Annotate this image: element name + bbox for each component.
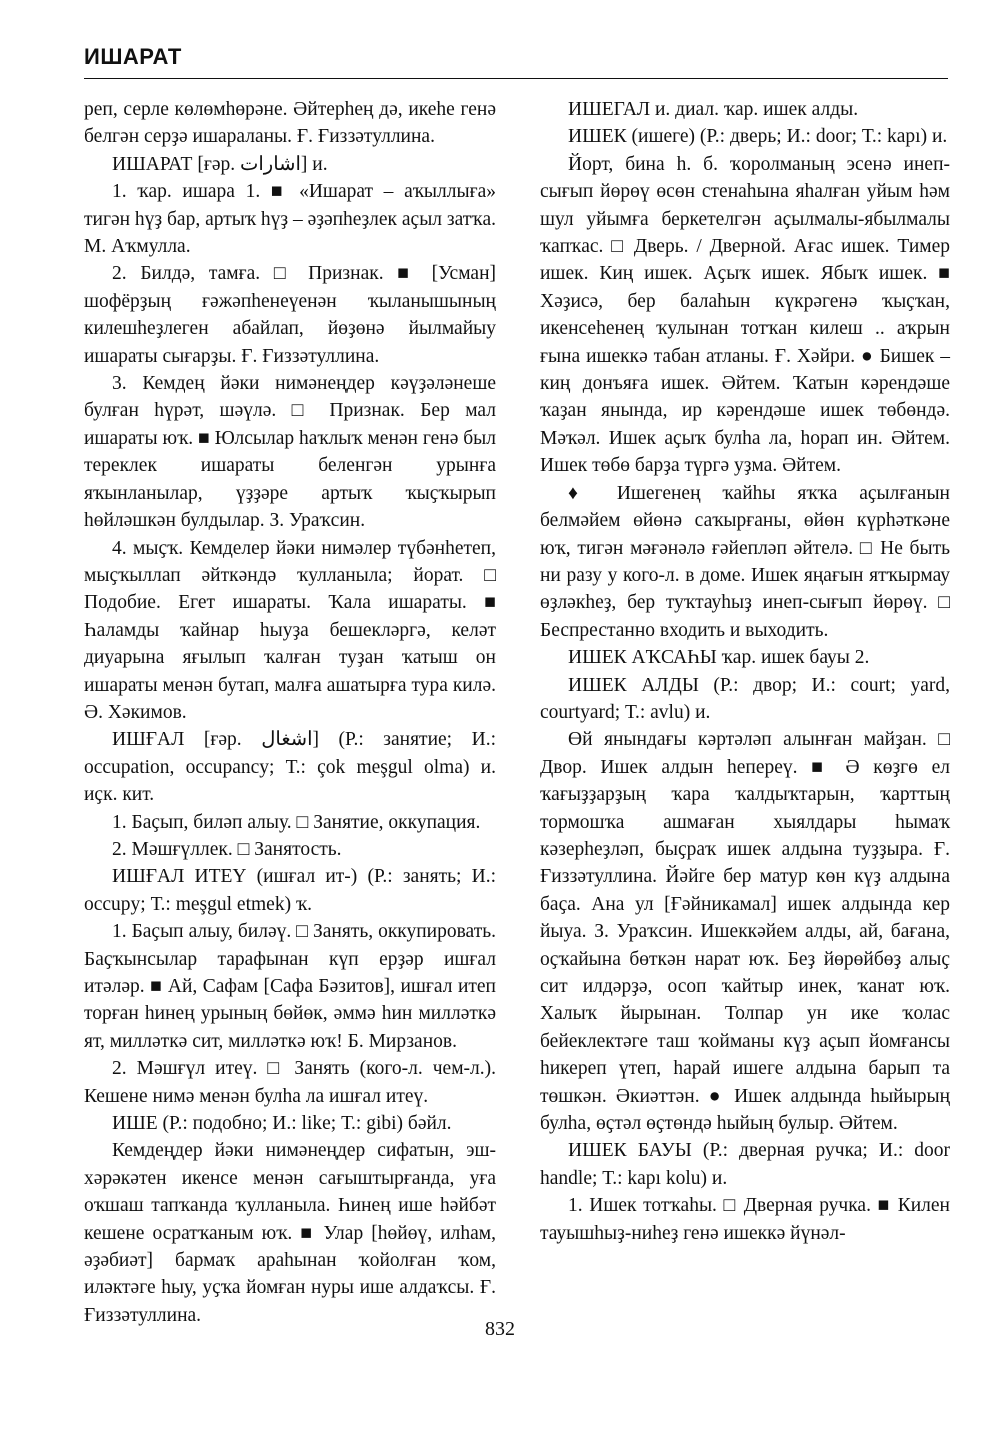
dictionary-paragraph: 1. ҡар. ишара 1. ■ «Ишарат – аҡыллыға» тигән һүҙ бар, артыҡ һүҙ – әҙәпһеҙлек аҫыл затҡа. М. Аҡмулла. <box>84 181 496 258</box>
right-column <box>540 96 950 1247</box>
dictionary-paragraph: Йорт, бина һ. б. ҡоролманың эсенә инеп-сығып йөрөү өсөн стенаһына яһалған уйым һәм шул уйымға беркетелгән аҫылмалы-ябылмалы ҡапҡас. □ Дверь. / Дверной. Ағас ишек. Тимер ишек. Киң ишек. Аҫыҡ ишек. Ябыҡ ишек. ■ Хәҙисә, бер балаһын күкрәгенә ҡыҫҡан, икенсеһенең ҡулынан тотҡан килеш .. аҡрын ғына ишеккә табан атланы. Ғ. Хәйри. ● Бишек – киң донъяға ишек. Әйтем. Ҡатын кәрендәше ҡаҙан янында, ир кәрендәше ишек төбөндә. Мәҡәл. Ишек аҫыҡ булһа ла, һорап ин. Әйтем. Ишек төбө барҙа түргә уҙма. Әйтем. <box>540 153 950 477</box>
dictionary-paragraph: реп, серле көлөмһөрәне. Әйтерһең дә, икеһе генә белгән серҙә ишараланы. Ғ. Ғиззәтуллина. <box>84 99 496 148</box>
dictionary-paragraph: 2. Мәшғүл итеү. □ Занять (кого-л. чем-л.). Кешене нимә менән булһа ла ишғал итеү. <box>84 1058 496 1107</box>
dictionary-paragraph: 3. Кемдең йәки нимәнеңдер кәүҙәләнеше булған һүрәт, шәүлә. □ Признак. Бер мал ишараты юҡ. ■ Юлсылар һаҡлыҡ менән генә был тереклек ишараты беленгән урынға яҡынланылар, үҙҙәре артыҡ ҡыҫҡырып һөйләшкән булдылар. З. Ураҡсин. <box>84 373 496 532</box>
dictionary-paragraph: ИШЕК БАУЫ (Р.: дверная ручка; И.: door handle; Т.: kapı kolu) и. <box>540 1140 950 1189</box>
dictionary-paragraph: ИШЕК АЛДЫ (Р.: двор; И.: court; yard, courtyard; Т.: avlu) и. <box>540 674 950 723</box>
dictionary-paragraph: 2. Билдә, тамға. □ Признак. ■ [Усман] шофёрҙың ғәжәпһенеүенән ҡыланышының килешһеҙлеген абайлап, йөҙөнә йылмайыу ишараты сығарҙы. Ғ. Ғиззәтуллина. <box>84 263 496 367</box>
dictionary-paragraph: ИШҒАЛ ИТЕҮ (ишғал ит-) (Р.: занять; И.: occupy; Т.: meşgul etmek) ҡ. <box>84 866 496 915</box>
page-number: 832 <box>485 1318 515 1340</box>
dictionary-paragraph: 2. Мәшғүллек. □ Занятость. <box>112 838 342 860</box>
dictionary-paragraph: ♦ Ишегенең ҡайһы яҡҡа аҫылғанын белмәйем өйөнә саҡырғаны, өйөн күрһәткәне юҡ, тигән мәғәнәлә ғәйепләп әйтелә. □ Не быть ни разу у кого-л. в доме. Ишек яңағын ятҡырмау өҙләкһеҙ, бер туҡтауһыҙ инеп-сығып йөрөү. □ Беспрестанно входить и выходить. <box>540 482 950 641</box>
dictionary-paragraph: 1. Баҫып алыу, биләү. □ Занять, оккупировать. Баҫҡынсылар тарафынан күп ерҙәр ишғал итәләр. ■ Ай, Сафам [Сафа Бәзитов], ишғал итеп торған һинең урының бөйөк, әммә һин милләткә ят, милләткә сит, милләткә юҡ! Б. Мирзанов. <box>84 921 496 1052</box>
dictionary-paragraph: 1. Баҫып, биләп алыу. □ Занятие, оккупация. <box>112 811 481 833</box>
dictionary-paragraph: ИШЕК АҠСАҺЫ ҡар. ишек бауы 2. <box>568 647 870 669</box>
dictionary-paragraph: Кемдеңдер йәки нимәнеңдер сифатын, эш-хәрәкәтен икенсе менән сағыштырғанда, уға оҡшаш тапҡанда ҡулланыла. Һинең ише һәйбәт кешене осратҡаным юҡ. ■ Улар [һөйөү, илһам, әҙәбиәт] бармаҡ араһынан ҡойолған ҡом, иләктәге һыу, уҫҡа йомған нуры ише алдаҡсы. Ғ. Ғиззәтуллина. <box>84 1140 496 1326</box>
dictionary-paragraph: ИШЕ (Р.: подобно; И.: like; Т.: gibi) бәйл. <box>112 1113 452 1135</box>
dictionary-paragraph: ИШЕК (ишеге) (Р.: дверь; И.: door; Т.: kapı) и. <box>568 126 948 148</box>
dictionary-paragraph: ИШҒАЛ [ғәр. اشغال] (Р.: занятие; И.: occupation, occupancy; Т.: çok meşgul olma) и. иҫк. кит. <box>84 729 497 806</box>
dictionary-paragraph: ИШАРАТ [ғәр. اشارات] и. <box>112 153 328 175</box>
dictionary-paragraph: 4. мыҫҡ. Кемделер йәки нимәлер түбәнһетеп, мыҫҡыллап әйткәндә ҡулланыла; йорат. □ Подобие. Егет ишараты. Ҡала ишараты. ■ Һаламды ҡайнар һыуҙа бешекләргә, келәт диуарына яғылып ҡалған туҙан ҡатыш он ишараты менән бутап, малға ашатырға тура килә. Ә. Хәкимов. <box>84 537 496 723</box>
running-head: ИШАРАТ <box>84 44 182 69</box>
dictionary-paragraph: Өй янындағы кәртәләп алынған майҙан. □ Двор. Ишек алдын һепереү. ■ Ә көҙгө ел ҡағыҙҙарҙың ҡара ҡалдыҡтарын, ҡарттың тормошҡа ашмаған хыялдары һымаҡ кәзерһеҙләп, быҫраҡ ишек алдына туҙҙыра. Ғ. Ғиззәтуллина. Йәйге бер матур көн күҙ алдына баҫа. Ана ул [Ғәйникамал] ишек алдында кер йыуа. З. Ураҡсин. Ишеккәйем алды, ай, бағана, оҫҡайына бөткән нарат юҡ. Беҙ йөрөйбөҙ алыҫ сит илдәрҙә, осоп ҡайтыр инек, ҡанат юҡ. Халыҡ йырынан. Толпар ун ике ҡолас бейеклектәге таш ҡойманы күҙ аҫып йомғансы һикереп үтеп, һарай ишеге алдына барып та төшкән. Әкиәттән. ● Ишек алдында һыйырың булһа, өҫтәл өҫтөндә һыйың булыр. Әйтем. <box>540 729 950 1135</box>
dictionary-paragraph: 1. Ишек тотҡаһы. □ Дверная ручка. ■ Килен тауышһыҙ-ниһеҙ генә ишеккә йүнәл- <box>540 1195 950 1244</box>
header-rule <box>84 78 948 79</box>
left-column <box>84 96 496 1329</box>
dictionary-paragraph: ИШЕГАЛ и. диал. ҡар. ишек алды. <box>568 99 859 120</box>
